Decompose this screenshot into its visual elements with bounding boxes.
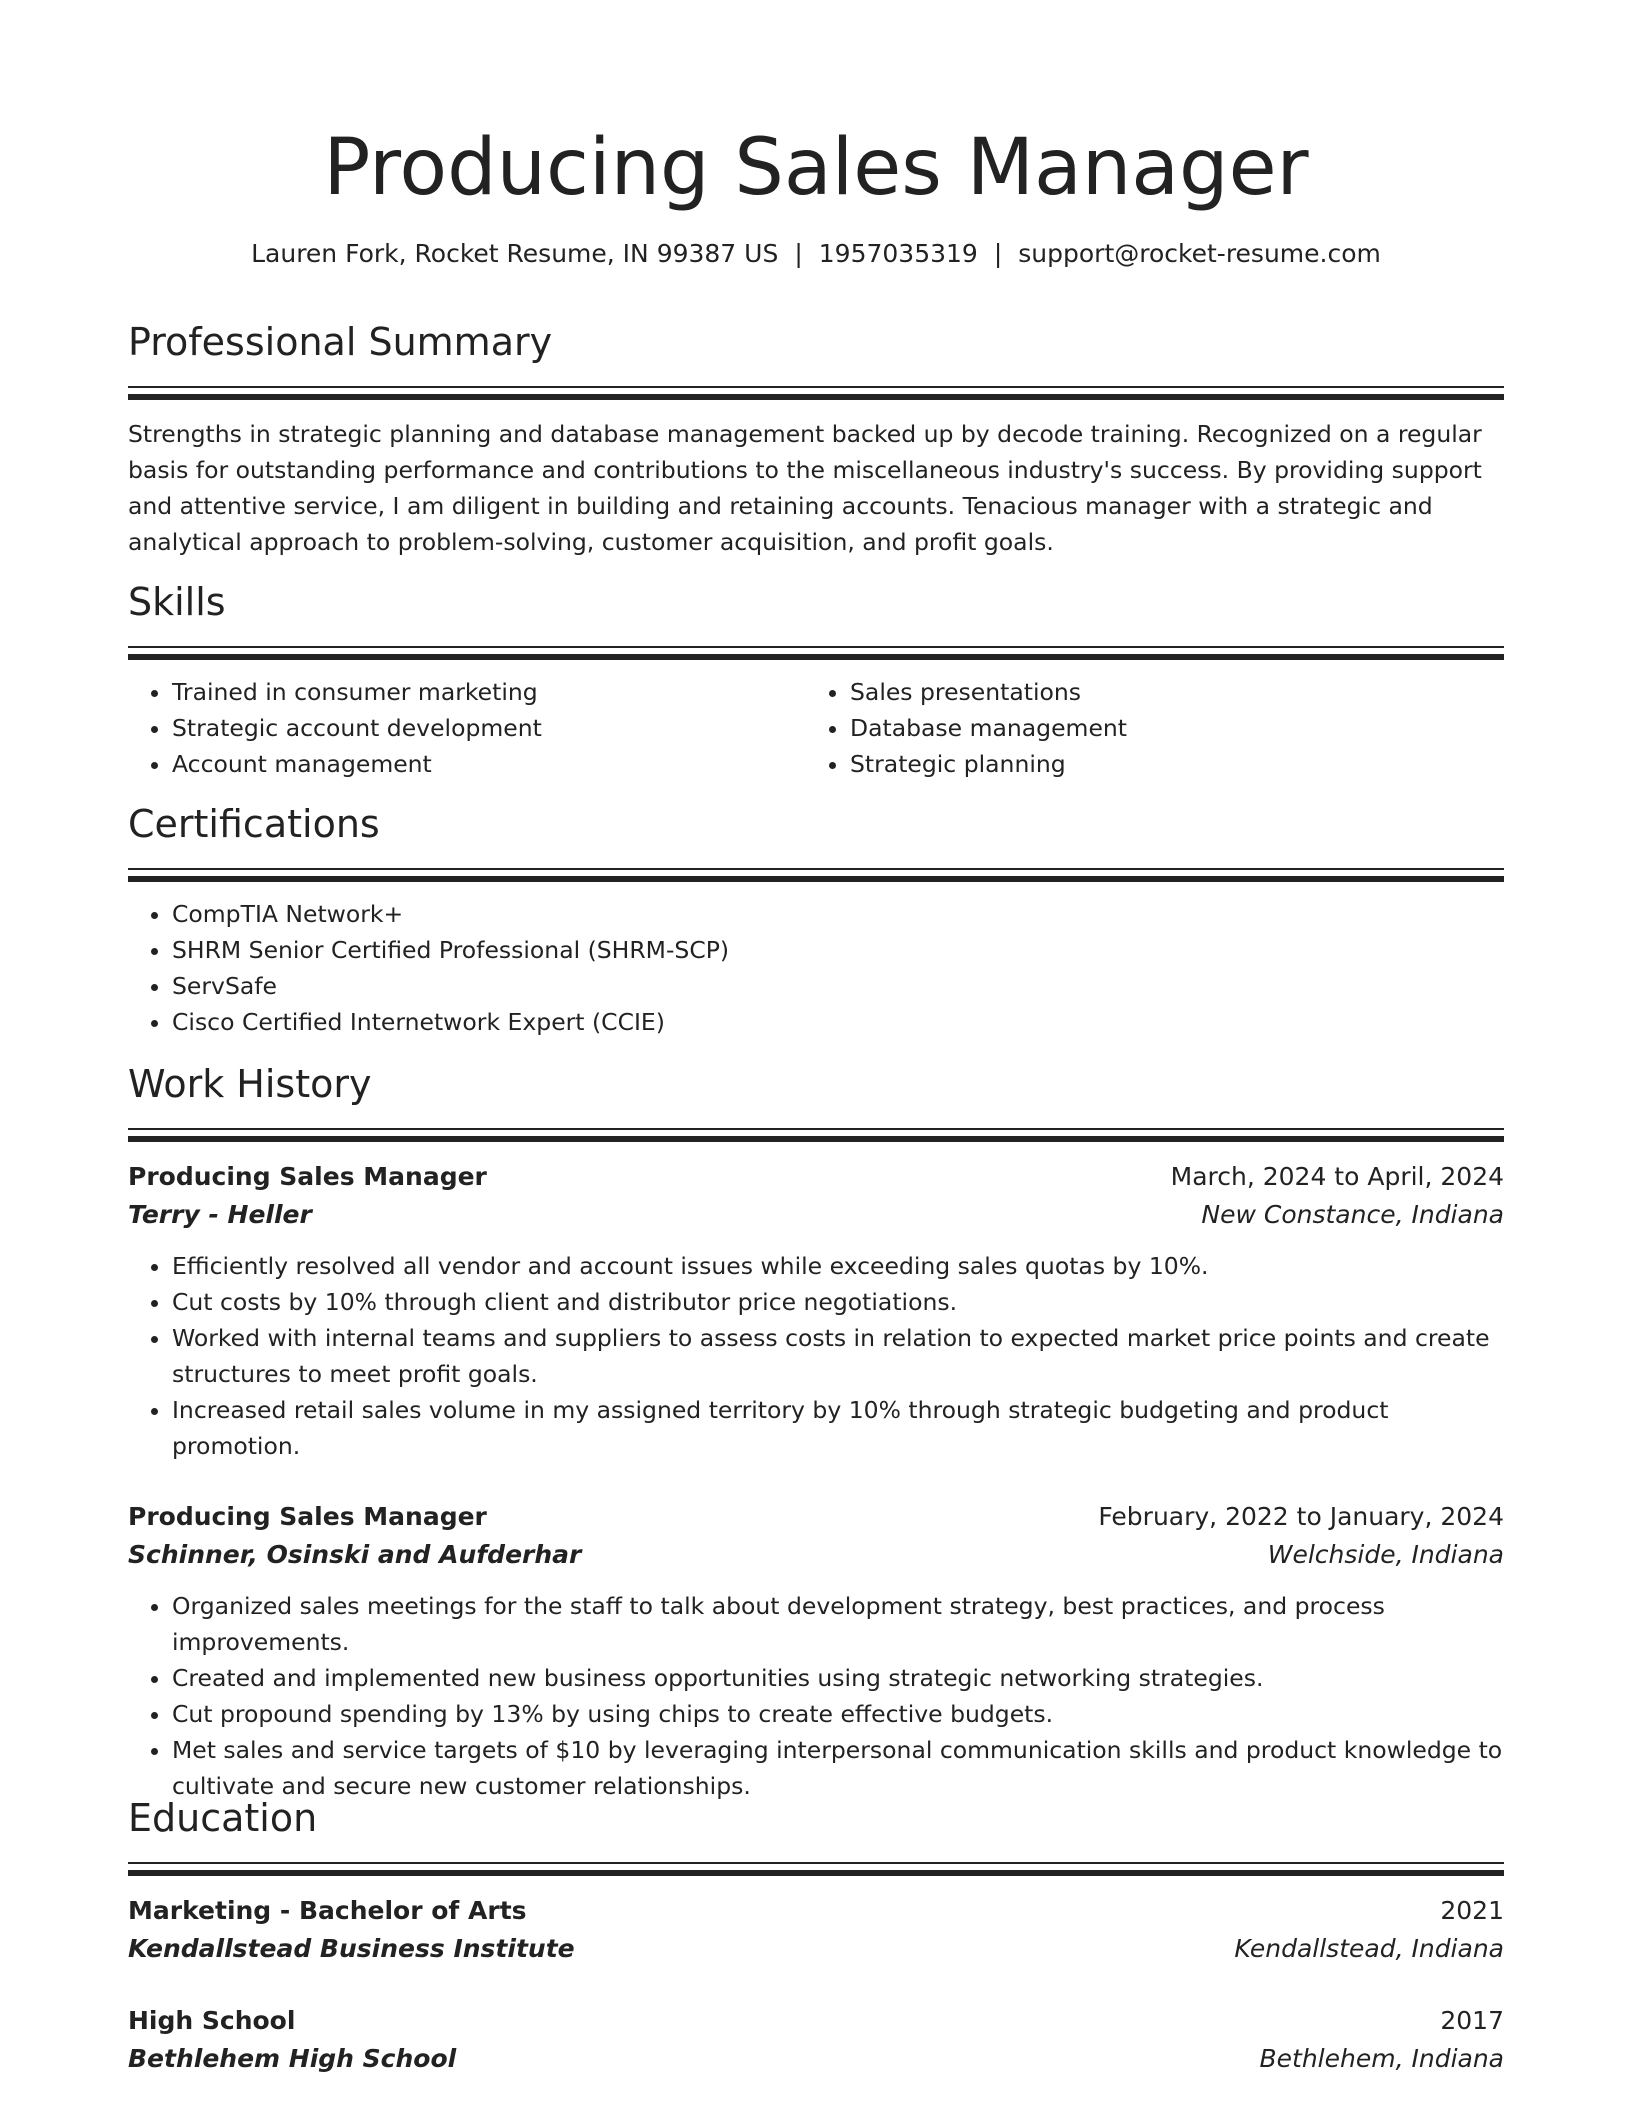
certification-item: • Cisco Certified Internetwork Expert (CCIE) <box>172 1004 1504 1040</box>
job-company: Schinner, Osinski and Aufderhar <box>128 1540 582 1569</box>
job-bullet: • Created and implemented new business opportunities using strategic networking strategies. <box>172 1660 1504 1696</box>
section-divider <box>128 386 1504 400</box>
section-divider <box>128 1128 1504 1142</box>
education-degree: High School <box>128 2006 296 2035</box>
job-bullet: • Increased retail sales volume in my assigned territory by 10% through strategic budgeting and product promotion. <box>172 1392 1504 1464</box>
education-location: Kendallstead, Indiana <box>1234 1934 1504 1963</box>
job-title: Producing Sales Manager <box>128 1502 487 1531</box>
contact-phone: 1957035319 <box>818 239 978 268</box>
education-school: Bethlehem High School <box>128 2044 457 2073</box>
contact-email[interactable]: support@rocket-resume.com <box>1018 239 1381 268</box>
education-subheader <box>128 2040 1504 2078</box>
education-entry <box>128 2002 1504 2078</box>
summary-section <box>128 318 1504 560</box>
section-divider <box>128 646 1504 660</box>
job-dates: February, 2022 to January, 2024 <box>1098 1502 1504 1531</box>
summary-text: Strengths in strategic planning and database management backed up by decode training. Recognized on a regular basis for outstanding performance and contributions to the miscellaneous industry's success. By providing support and attentive service, I am diligent in building and retaining accounts. Tenacious manager with a strategic and analytical approach to problem-solving, customer acquisition, and profit goals. <box>128 420 1482 556</box>
job-bullet: • Cut costs by 10% through client and distributor price negotiations. <box>172 1284 1504 1320</box>
job-location: New Constance, Indiana <box>1201 1200 1504 1229</box>
certification-item: • CompTIA Network+ <box>172 896 1504 932</box>
certifications-section <box>128 800 1504 1040</box>
skills-list-right <box>806 674 1484 782</box>
education-subheader <box>128 1930 1504 1968</box>
skill-item: • Strategic planning <box>850 746 1484 782</box>
section-divider <box>128 868 1504 882</box>
education-header <box>128 1892 1504 1930</box>
job-bullet: • Worked with internal teams and suppliers to assess costs in relation to expected market price points and create structures to meet profit goals. <box>172 1320 1504 1392</box>
job-dates: March, 2024 to April, 2024 <box>1170 1162 1504 1191</box>
job-bullet: • Efficiently resolved all vendor and account issues while exceeding sales quotas by 10%. <box>172 1248 1504 1284</box>
skill-item: • Trained in consumer marketing <box>172 674 806 710</box>
skills-section <box>128 578 1504 782</box>
education-degree: Marketing - Bachelor of Arts <box>128 1896 527 1925</box>
skills-grid <box>128 674 1504 782</box>
education-header <box>128 2002 1504 2040</box>
education-school: Kendallstead Business Institute <box>128 1934 575 1963</box>
certification-item: • SHRM Senior Certified Professional (SHRM-SCP) <box>172 932 1504 968</box>
job-bullets <box>128 1248 1504 1464</box>
education-year: 2021 <box>1440 1896 1504 1925</box>
contact-separator: | <box>993 239 1003 268</box>
job-company: Terry - Heller <box>128 1200 312 1229</box>
skills-list-left <box>128 674 806 782</box>
job-subheader <box>128 1536 1504 1574</box>
skill-item: • Account management <box>172 746 806 782</box>
education-location: Bethlehem, Indiana <box>1259 2044 1504 2073</box>
job-bullets <box>128 1588 1504 1804</box>
job-header <box>128 1498 1504 1536</box>
job-subheader <box>128 1196 1504 1234</box>
section-title-skills: Skills <box>128 580 226 624</box>
job-title: Producing Sales Manager <box>128 1162 487 1191</box>
job-bullet: • Met sales and service targets of $10 by leveraging interpersonal communication skills and product knowledge to cultivate and secure new customer relationships. <box>172 1732 1504 1804</box>
education-entry <box>128 1892 1504 1968</box>
section-title-certifications: Certifications <box>128 802 380 846</box>
skill-item: • Strategic account development <box>172 710 806 746</box>
education-section <box>128 1794 1504 2078</box>
certification-item: • ServSafe <box>172 968 1504 1004</box>
skill-item: • Sales presentations <box>850 674 1484 710</box>
contact-line <box>128 236 1504 272</box>
job-entry <box>128 1498 1504 1804</box>
certifications-list <box>128 896 1504 1040</box>
job-bullet: • Cut propound spending by 13% by using chips to create effective budgets. <box>172 1696 1504 1732</box>
section-title-education: Education <box>128 1796 318 1840</box>
contact-separator: | <box>794 239 803 268</box>
education-year: 2017 <box>1440 2006 1504 2035</box>
section-divider <box>128 1862 1504 1876</box>
section-title-work: Work History <box>128 1062 372 1106</box>
job-location: Welchside, Indiana <box>1267 1540 1504 1569</box>
job-bullet: • Organized sales meetings for the staff to talk about development strategy, best practices, and process improvements. <box>172 1588 1504 1660</box>
job-entry <box>128 1158 1504 1464</box>
contact-address: Lauren Fork, Rocket Resume, IN 99387 US <box>251 239 779 268</box>
job-header <box>128 1158 1504 1196</box>
skill-item: • Database management <box>850 710 1484 746</box>
work-history-section <box>128 1060 1504 1804</box>
section-title-summary: Professional Summary <box>128 320 553 364</box>
resume-name: Producing Sales Manager <box>323 123 1309 213</box>
